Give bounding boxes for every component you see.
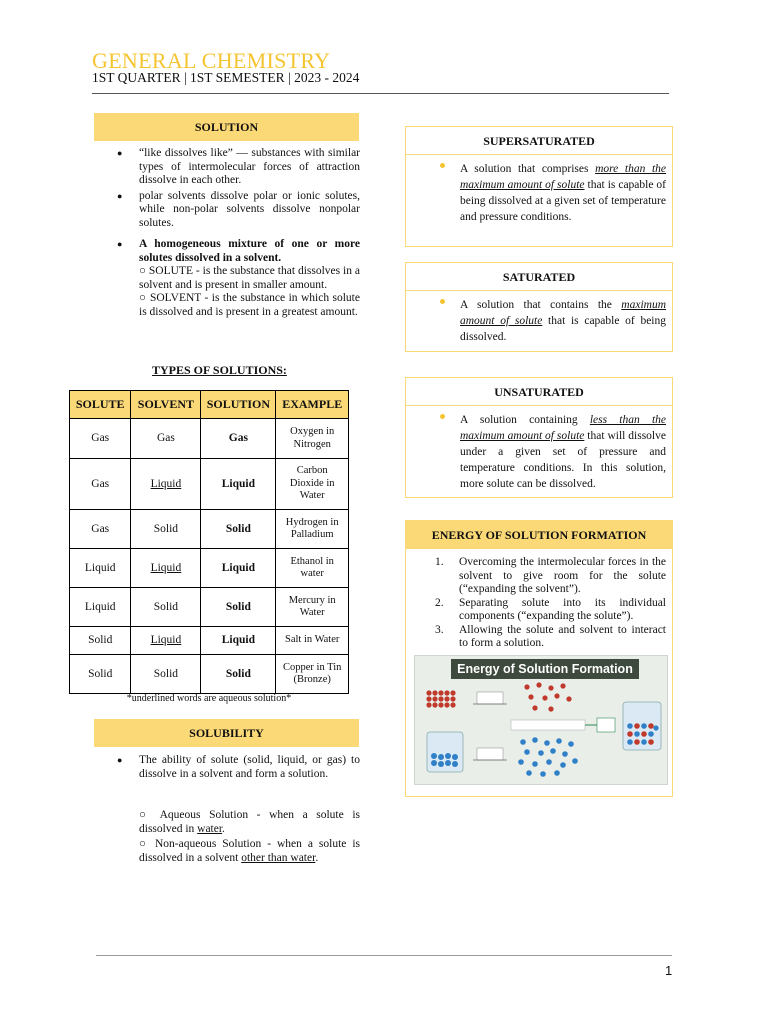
col-header-example: EXAMPLE [276,391,349,419]
solubility-bullets [115,754,360,783]
bullet-dot [440,414,445,419]
cell-solvent: Liquid [131,627,201,655]
energy-heading: ENERGY OF SOLUTION FORMATION [406,521,672,549]
list-item: ● “like dissolves like” — substances with similar types of intermolecular forces of attraction dissolve in each other. [115,147,360,188]
list-item: 2. Separating solute into its individual components (“expanding the solute”). [435,596,666,622]
cell-solvent: Solid [131,588,201,627]
table-row [70,419,349,459]
table-row [70,510,349,549]
cell-solution: Liquid [201,549,276,588]
cell-solution: Solid [201,588,276,627]
cell-solute: Liquid [70,588,131,627]
table-row [70,459,349,510]
saturated-heading: SATURATED [406,263,672,291]
col-header-solvent: SOLVENT [131,391,201,419]
cell-solvent: Solid [131,510,201,549]
supersaturated-text: A solution that comprises more than the maximum amount of solute that is capable of being dissolved at a given set of temperature and pressure conditions. [406,155,672,231]
list-item: ● The ability of solute (solid, liquid, or gas) to dissolve in a solvent and form a solution. [115,754,360,781]
cell-solution: Solid [201,510,276,549]
list-item: ● polar solvents dissolve polar or ionic solutes, while non-polar solvents dissolve nonpolar solutes. [115,190,360,231]
table-row [70,588,349,627]
cell-example: Carbon Dioxide in Water [276,459,349,510]
header-divider [92,93,669,94]
figure-title: Energy of Solution Formation [451,659,639,679]
solvent-definition: ○ SOLVENT - is the substance in which solute is dissolved and is present in a greatest amount. [139,292,360,318]
energy-diagram-illustration [415,656,668,785]
cell-solute: Gas [70,510,131,549]
cell-solute: Liquid [70,549,131,588]
cell-solute: Solid [70,655,131,694]
cell-example: Ethanol in water [276,549,349,588]
underlined-word: water [197,822,223,835]
types-table [69,390,349,694]
col-header-solute: SOLUTE [70,391,131,419]
solution-definition: A homogeneous mixture of one or more solutes dissolved in a solvent. [139,238,360,264]
supersaturated-heading: SUPERSATURATED [406,127,672,155]
cell-solution: Gas [201,419,276,459]
solute-definition: ○ SOLUTE - is the substance that dissolves in a solvent and is present in smaller amount. [139,265,360,291]
table-row [70,655,349,694]
bullet-dot [440,299,445,304]
cell-example: Salt in Water [276,627,349,655]
energy-diagram-image [414,655,668,785]
energy-steps [435,556,666,651]
document-subtitle: 1ST QUARTER | 1ST SEMESTER | 2023 - 2024 [92,70,360,85]
cell-solvent: Liquid [131,549,201,588]
saturated-box [405,262,673,352]
solution-bullets [115,147,360,321]
col-header-solution: SOLUTION [201,391,276,419]
table-header-row [70,391,349,419]
cell-solution: Liquid [201,459,276,510]
cell-solute: Solid [70,627,131,655]
cell-example: Mercury in Water [276,588,349,627]
emphasis-text: less than the maximum amount of solute [460,414,666,442]
cell-example: Copper in Tin (Bronze) [276,655,349,694]
table-row [70,627,349,655]
cell-solution: Liquid [201,627,276,655]
unsaturated-box [405,377,673,498]
aqueous-definition: ○ Aqueous Solution - when a solute is dissolved in water. [139,809,360,835]
unsaturated-heading: UNSATURATED [406,378,672,406]
types-title: TYPES OF SOLUTIONS: [152,363,287,377]
cell-solvent: Liquid [131,459,201,510]
emphasis-text: more than the maximum amount of solute [460,163,667,191]
footer-divider [96,955,672,956]
saturated-text: A solution that contains the maximum amount of solute that is capable of being dissolved. [406,291,672,351]
cell-solute: Gas [70,459,131,510]
nonaqueous-definition: ○ Non-aqueous Solution - when a solute is dissolved in a solvent other than water. [139,838,360,864]
cell-example: Oxygen in Nitrogen [276,419,349,459]
list-item: 3. Allowing the solute and solvent to interact to form a solution. [435,623,666,649]
table-row [70,549,349,588]
cell-solvent: Gas [131,419,201,459]
cell-solution: Solid [201,655,276,694]
list-item: 1. Overcoming the intermolecular forces in the solvent to give room for the solute (“expanding the solvent”). [435,556,666,595]
solubility-heading: SOLUBILITY [94,719,359,747]
table-footnote: *underlined words are aqueous solution* [126,693,292,704]
solution-heading: SOLUTION [94,113,359,141]
cell-solute: Gas [70,419,131,459]
cell-example: Hydrogen in Palladium [276,510,349,549]
underlined-word: other than water [241,851,316,864]
emphasis-text: maximum amount of solute [460,299,666,327]
cell-solvent: Solid [131,655,201,694]
unsaturated-text: A solution containing less than the maximum amount of solute that will dissolve under a given set of pressure and temperature conditions. In this solution, more solute can be dissolved. [406,406,672,498]
bullet-dot [440,163,445,168]
list-item [115,238,360,319]
supersaturated-box [405,126,673,247]
document-title: GENERAL CHEMISTRY [92,48,331,73]
page-number: 1 [665,963,673,978]
